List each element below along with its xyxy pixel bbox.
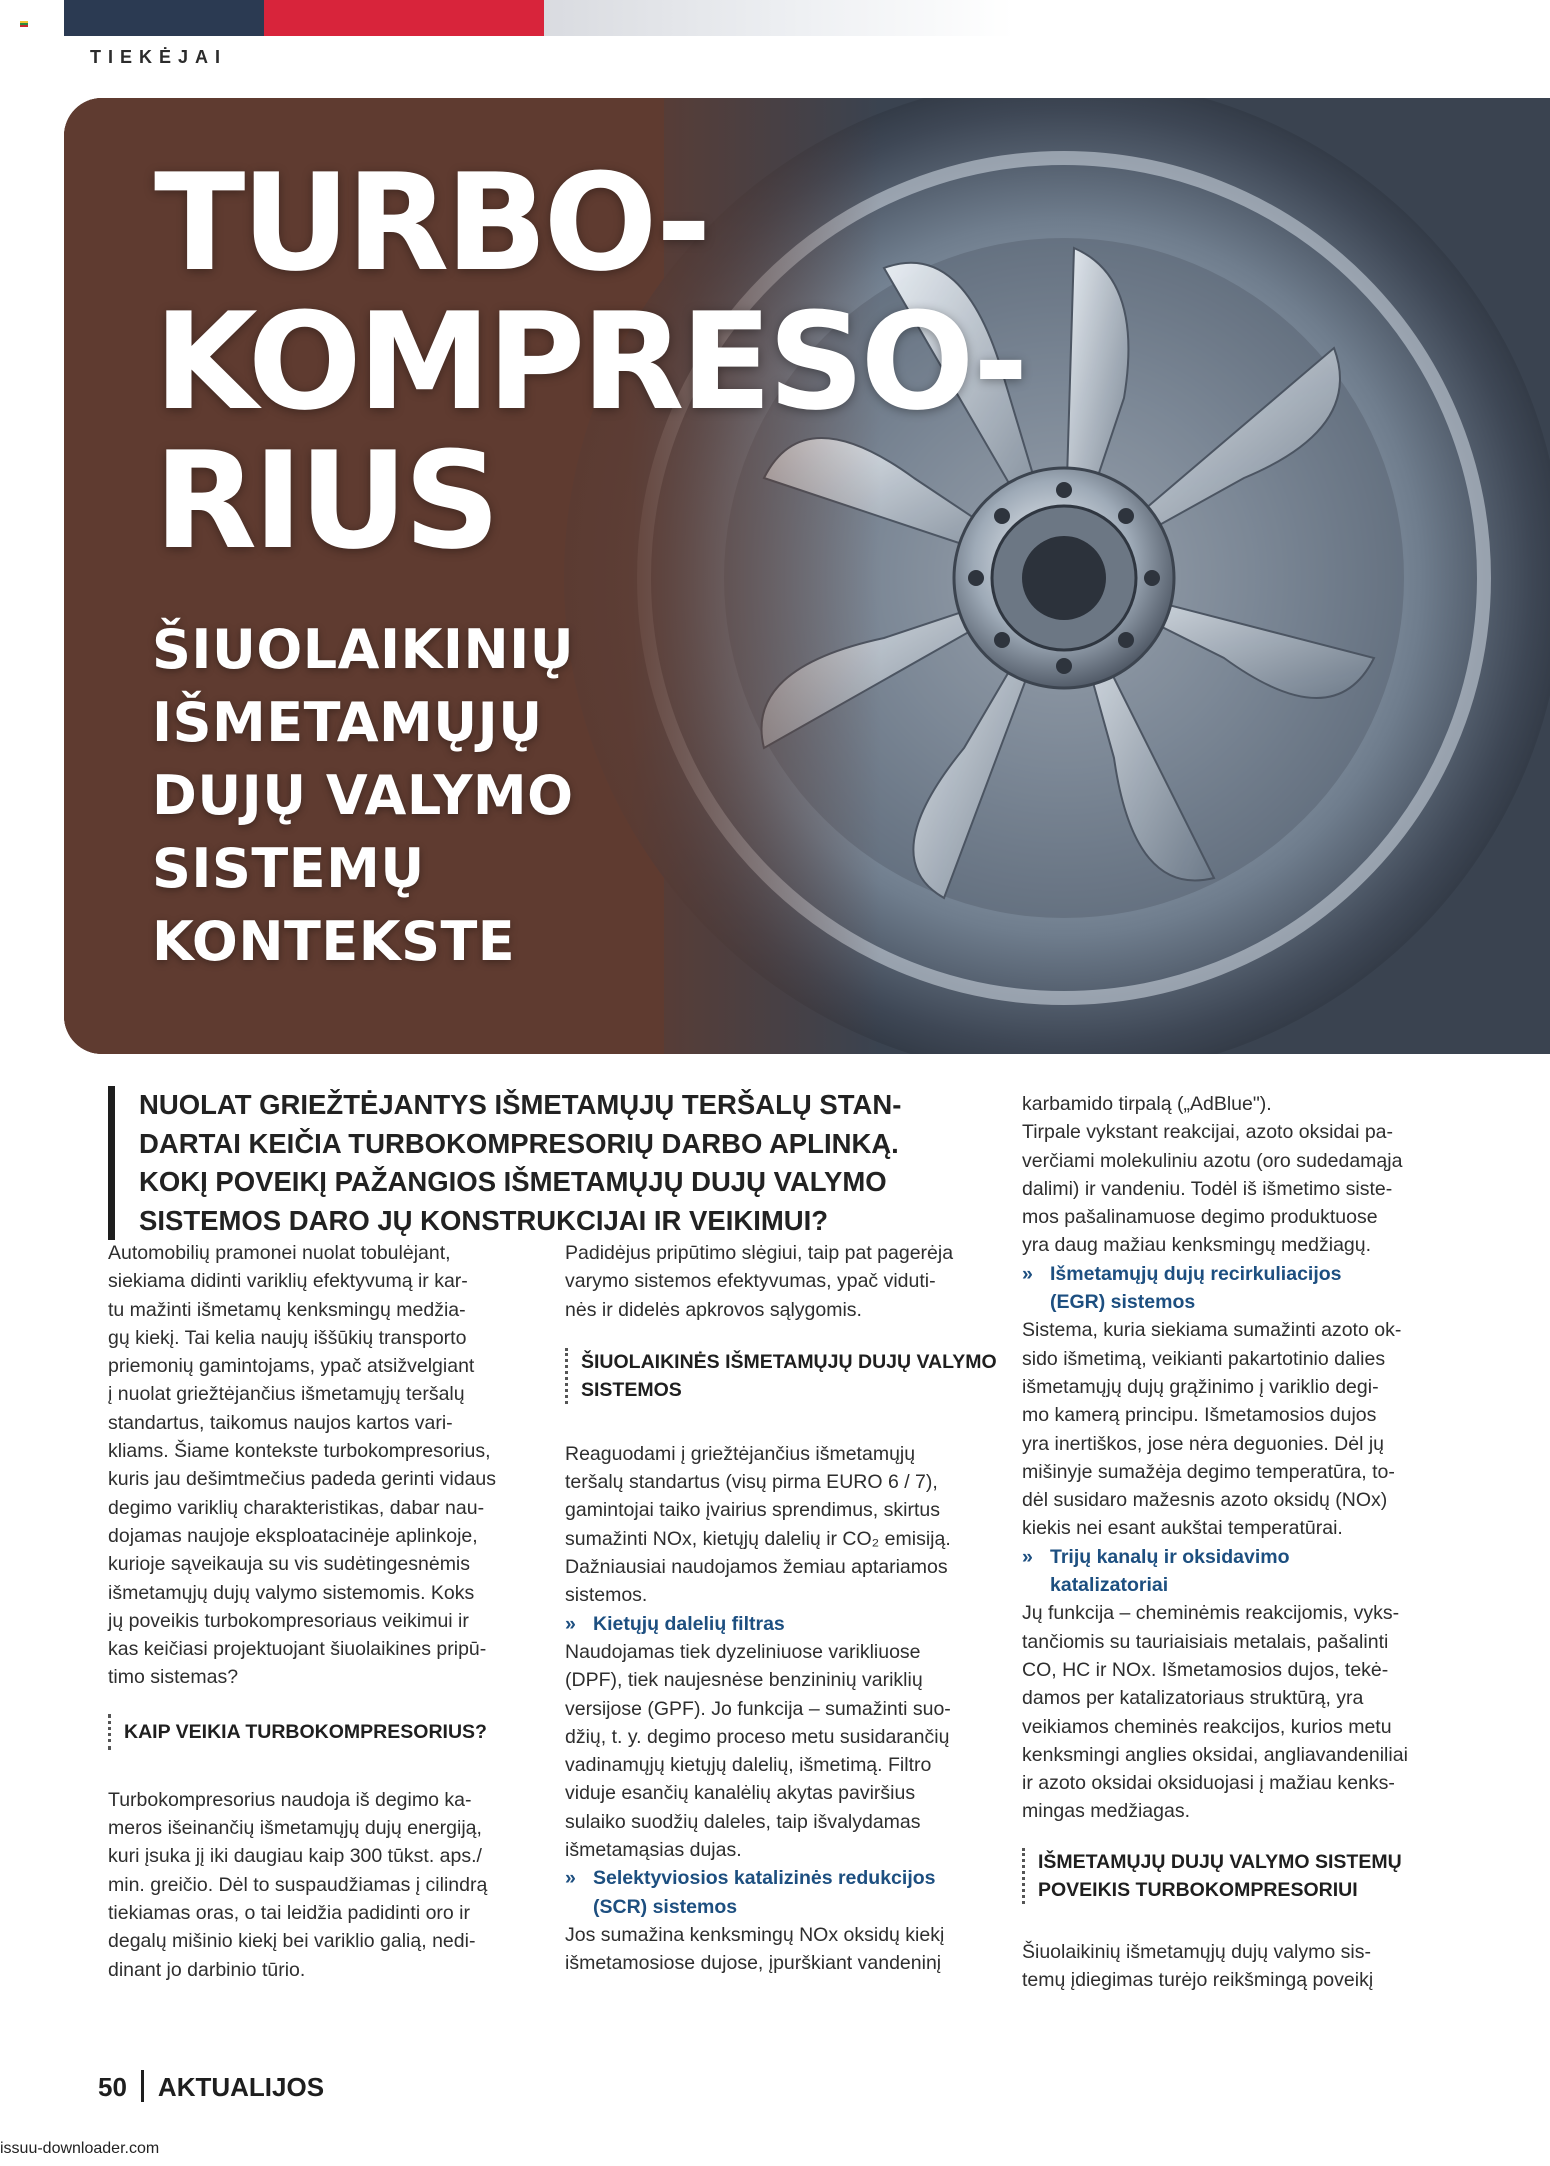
body-line: varymo sistemos efektyvumas, ypač viduti- <box>565 1270 936 1293</box>
body-line: kas keičiasi projektuojant šiuolaikines pripū- <box>108 1638 487 1661</box>
body-line: kurioje sąveikauja su vis sudėtingesnėmis <box>108 1553 471 1576</box>
subsection-title-text: Trijų kanalų ir oksidavimo <box>1050 1545 1290 1568</box>
body-line: teršalų standartus (visų pirma EURO 6 / 7), <box>565 1471 938 1494</box>
body-line: Sistema, kuria siekiama sumažinti azoto ok- <box>1022 1319 1402 1342</box>
section-heading <box>108 1714 508 1750</box>
chevron-marker-icon: » <box>1022 1545 1033 1568</box>
section-heading <box>565 1348 997 1404</box>
footer-section: AKTUALIJOS <box>157 2072 325 2102</box>
body-line: kuris jau dešimtmečius padeda gerinti vidaus <box>108 1468 497 1491</box>
body-line: mingas medžiagas. <box>1022 1800 1190 1823</box>
body-line: išmetamųjų dujų grąžinimo į variklio degi- <box>1022 1375 1379 1398</box>
body-line: dojamas naujoje eksploatacinėje aplinkoje, <box>108 1524 478 1547</box>
body-line: sistemos. <box>565 1584 648 1607</box>
body-line: standartus, taikomus naujos kartos vari- <box>108 1411 453 1434</box>
body-line: Turbokompresorius naudoja iš degimo ka- <box>108 1788 472 1811</box>
body-line: dėl susidaro mažesnis azoto oksidų (NOx) <box>1022 1489 1388 1512</box>
body-line: mos pašalinamuose degimo produktuose <box>1022 1206 1378 1229</box>
body-line: išmetamąsias dujas. <box>565 1839 742 1862</box>
body-line: timo sistemas? <box>108 1666 239 1689</box>
body-line: džių, t. y. degimo proceso metu susidarančių <box>565 1725 950 1748</box>
lead-line: NUOLAT GRIEŽTĖJANTYS IŠMETAMŲJŲ TERŠALŲ STAN- <box>139 1089 902 1120</box>
body-line: mišinyje sumažėja degimo temperatūra, to- <box>1022 1460 1395 1483</box>
body-line: gamintojai taiko įvairius sprendimus, skirtus <box>565 1499 940 1522</box>
body-line: gų kiekį. Tai kelia naujų iššūkių transporto <box>108 1326 467 1349</box>
chevron-marker-icon: » <box>565 1867 576 1890</box>
body-line: verčiami molekuliniu azotu (oro sudedamąja <box>1022 1149 1403 1172</box>
subtitle-line: KONTEKSTE <box>152 910 516 973</box>
hero-banner <box>64 98 1550 1054</box>
text-column-3 <box>1022 1090 1442 1994</box>
subsection-title <box>1022 1571 1442 1599</box>
subsection-title <box>565 1610 980 1638</box>
subsection-title-text: Selektyviosios katalizinės redukcijos <box>593 1867 936 1890</box>
body-line: sulaiko suodžių daleles, taip išvalydamas <box>565 1810 921 1833</box>
subtitle-line: IŠMETAMŲJŲ <box>152 691 543 754</box>
top-color-bar <box>64 0 1014 36</box>
heading-line: SISTEMOS <box>581 1378 682 1401</box>
lithuanian-flag-icon <box>20 21 28 28</box>
text-column-2 <box>565 1239 997 1978</box>
body-line: Dažniausiai naudojamos žemiau aptariamos <box>565 1556 948 1579</box>
top-bar-gradient-segment <box>544 0 1014 36</box>
page-number: 50 <box>98 2072 127 2102</box>
lead-line: DARTAI KEIČIA TURBOKOMPRESORIŲ DARBO APLINKĄ. <box>139 1127 899 1159</box>
body-line: siekiama didinti variklių efektyvumą ir kar- <box>108 1270 468 1293</box>
body-line: kuri įsuka jį iki daugiau kaip 300 tūkst. aps./ <box>108 1845 482 1868</box>
body-line: ir azoto oksidai oksiduojasi į mažiau kenks- <box>1022 1772 1395 1795</box>
heading-line: POVEIKIS TURBOKOMPRESORIUI <box>1038 1878 1358 1901</box>
title-line: RIUS <box>154 423 497 579</box>
body-line: yra inertiškos, jose nėra deguonies. Dėl jų <box>1022 1432 1385 1455</box>
subsection-title-text: Kietųjų dalelių filtras <box>593 1612 785 1635</box>
article-title <box>154 145 1025 579</box>
title-line: TURBO- <box>154 145 708 301</box>
body-line: min. greičio. Dėl to suspaudžiamas į cilindrą <box>108 1873 488 1896</box>
lead-line: SISTEMOS DARO JŲ KONSTRUKCIJAI IR VEIKIMUI? <box>139 1204 829 1236</box>
body-line: kliams. Šiame kontekste turbokompresorius, <box>108 1440 491 1463</box>
chevron-marker-icon: » <box>565 1612 576 1635</box>
subsection-title <box>565 1893 980 1921</box>
body-line: karbamido tirpalą („AdBlue"). <box>1022 1093 1272 1115</box>
footer-divider <box>141 2070 144 2102</box>
body-line: sido išmetimą, veikianti pakartotinio dalies <box>1022 1347 1386 1370</box>
body-line: priemonių gamintojams, ypač atsižvelgiant <box>108 1355 475 1378</box>
heading-line: KAIP VEIKIA TURBOKOMPRESORIUS? <box>124 1720 487 1743</box>
body-line: degalų mišinio kiekį bei variklio galią, nedi- <box>108 1930 476 1953</box>
body-line: temų įdiegimas turėjo reikšmingą poveikį <box>1022 1969 1374 1992</box>
top-bar-red-segment <box>264 0 544 36</box>
body-line: vadinamųjų kietųjų dalelių, išmetimą. Filtro <box>565 1754 932 1777</box>
body-line: mo kamerą principu. Išmetamosios dujos <box>1022 1404 1377 1427</box>
heading-line: ŠIUOLAIKINĖS IŠMETAMŲJŲ DUJŲ VALYMO <box>581 1350 997 1373</box>
watermark-text: issuu-downloader.com <box>0 2140 160 2157</box>
subsection-title-text: katalizatoriai <box>1050 1574 1169 1597</box>
body-line: Jų funkcija – cheminėmis reakcijomis, vyks- <box>1022 1602 1400 1625</box>
body-line: veikiamos cheminės reakcijos, kurios metu <box>1022 1715 1392 1738</box>
body-line: dinant jo darbinio tūrio. <box>108 1958 306 1981</box>
section-label: TIEKĖJAI <box>90 47 228 67</box>
body-line: nės ir didelės apkrovos sąlygomis. <box>565 1298 862 1321</box>
body-line: meros išeinančių išmetamųjų dujų energiją, <box>108 1817 482 1840</box>
body-line: Tirpale vykstant reakcijai, azoto oksidai pa- <box>1022 1121 1394 1144</box>
chevron-marker-icon: » <box>1022 1262 1033 1285</box>
article-lead <box>108 1086 999 1240</box>
body-line: tu mažinti išmetamų kenksmingų medžia- <box>108 1298 466 1321</box>
body-line: Jos sumažina kenksmingų NOx oksidų kiekį <box>565 1923 945 1946</box>
section-heading <box>1022 1848 1442 1904</box>
body-line: Šiuolaikinių išmetamųjų dujų valymo sis- <box>1022 1940 1371 1963</box>
body-line: degimo variklių charakteristikas, dabar nau- <box>108 1496 485 1519</box>
body-line: kiekis nei esant aukštai temperatūrai. <box>1022 1517 1343 1540</box>
subsection-title <box>1022 1543 1442 1571</box>
page-footer <box>98 2070 324 2103</box>
body-line: (DPF), tiek naujesnėse benzininių variklių <box>565 1669 923 1692</box>
text-column-1 <box>108 1239 508 1984</box>
body-line: tiekiamas oras, o tai leidžia padidinti oro ir <box>108 1901 471 1924</box>
subtitle-line: ŠIUOLAIKINIŲ <box>152 618 575 681</box>
body-line: jų poveikis turbokompresoriaus veikimui ir <box>108 1609 469 1632</box>
subsection-title-text: (SCR) sistemos <box>593 1895 738 1918</box>
body-line: kenksmingi anglies oksidai, angliavandeniliai <box>1022 1743 1408 1766</box>
body-line: CO, HC ir NOx. Išmetamosios dujos, tekė- <box>1022 1658 1389 1681</box>
subtitle-line: SISTEMŲ <box>152 837 425 900</box>
body-line: tančiomis su tauriaisiais metalais, pašalinti <box>1022 1630 1389 1653</box>
body-line: Naudojamas tiek dyzeliniuose varikliuose <box>565 1640 921 1663</box>
top-bar-navy-segment <box>64 0 264 36</box>
subsection-title-text: Išmetamųjų dujų recirkuliacijos <box>1050 1262 1342 1285</box>
body-line: išmetamosiose dujose, įpurškiant vandeninį <box>565 1952 942 1975</box>
body-line: viduje esančių kanalėlių akytas paviršius <box>565 1782 916 1805</box>
title-line: KOMPRESO- <box>154 284 1025 440</box>
body-line: sumažinti NOx, kietųjų dalelių ir CO₂ emisiją. <box>565 1527 951 1550</box>
subsection-title <box>1022 1260 1442 1288</box>
body-line: dalimi) ir vandeniu. Todėl iš išmetimo siste- <box>1022 1177 1393 1200</box>
subsection-title <box>1022 1288 1442 1316</box>
body-line: damos per katalizatoriaus struktūrą, yra <box>1022 1687 1364 1710</box>
body-line: yra daug mažiau kenksmingų medžiagų. <box>1022 1234 1372 1257</box>
article-subtitle <box>152 613 574 978</box>
subsection-title-text: (EGR) sistemos <box>1050 1291 1196 1314</box>
lead-line: KOKĮ POVEIKĮ PAŽANGIOS IŠMETAMŲJŲ DUJŲ VALYMO <box>139 1166 887 1197</box>
body-line: Reaguodami į griežtėjančius išmetamųjų <box>565 1442 916 1465</box>
body-line: į nuolat griežtėjančius išmetamųjų teršalų <box>108 1383 465 1406</box>
body-line: išmetamųjų dujų valymo sistemomis. Koks <box>108 1581 475 1604</box>
heading-line: IŠMETAMŲJŲ DUJŲ VALYMO SISTEMŲ <box>1038 1850 1402 1873</box>
body-line: versijose (GPF). Jo funkcija – sumažinti suo- <box>565 1697 951 1720</box>
subtitle-line: DUJŲ VALYMO <box>152 764 574 827</box>
body-line: Padidėjus pripūtimo slėgiui, taip pat pagerėja <box>565 1242 954 1264</box>
subsection-title <box>565 1864 980 1892</box>
body-line: Automobilių pramonei nuolat tobulėjant, <box>108 1242 451 1264</box>
